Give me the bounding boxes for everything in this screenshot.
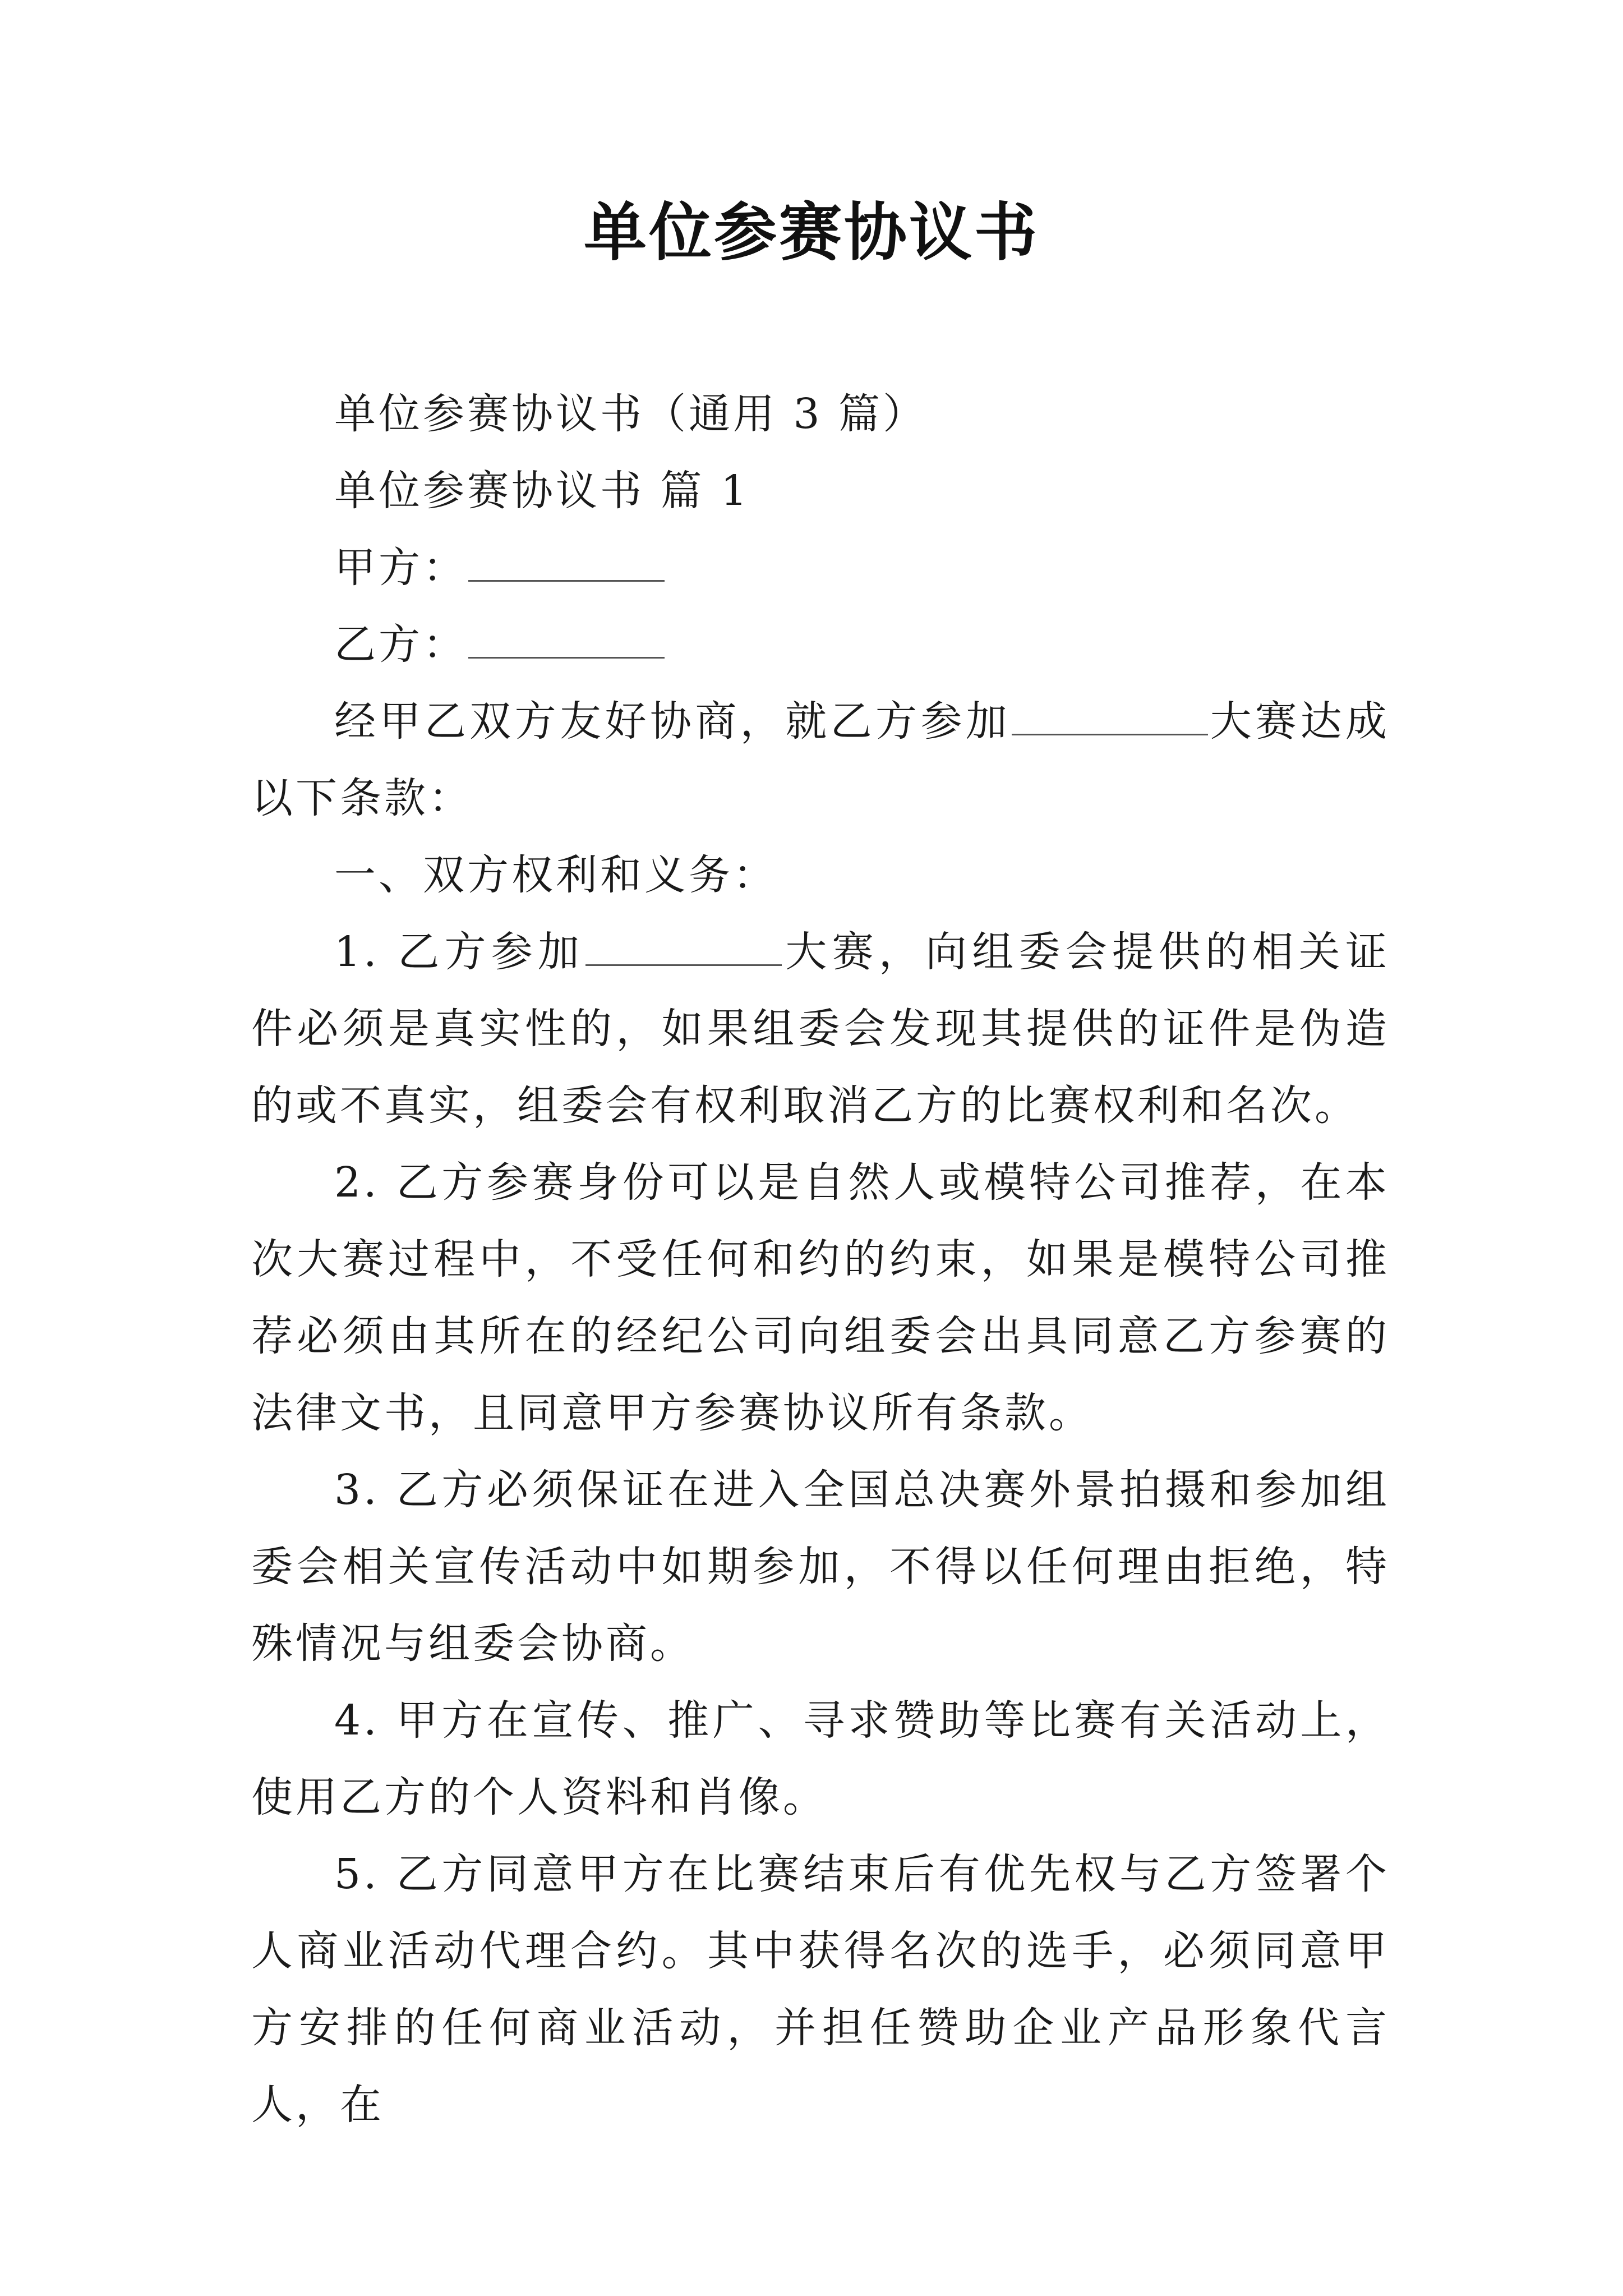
clause-item-5: 5. 乙方同意甲方在比赛结束后有优先权与乙方签署个人商业活动代理合约。其中获得名次的选手，必须同意甲方安排的任何商业活动，并担任赞助企业产品形象代言人，在 [251,1850,1390,2129]
party-a-label: 甲方： [334,544,467,592]
clause-item-3: 3. 乙方必须保证在进入全国总决赛外景拍摄和参加组委会相关宣传活动中如期参加，不得以任何理由拒绝，特殊情况与组委会协商。 [251,1466,1390,1668]
document-title: 单位参赛协议书 [584,196,1039,269]
party-b-label: 乙方： [334,620,467,669]
clause-item-2: 2. 乙方参赛身份可以是自然人或模特公司推荐，在本次大赛过程中，不受任何和约的约束，如果是模特公司推荐必须由其所在的经纪公司向组委会出具同意乙方参赛的法律文书，且同意甲方参赛协议所有条款。 [251,1158,1390,1437]
intro-after: 大赛达成以下条款： [251,697,1390,822]
clause-heading: 一、双方权利和义务： [334,851,777,899]
section-heading: 单位参赛协议书 篇 1 [334,467,750,515]
document-subtitle: 单位参赛协议书（通用 3 篇） [334,390,928,438]
party-b-line [251,606,1390,683]
clause-item-1 [251,914,1390,1144]
item1-contest-blank [585,928,782,966]
clause-item-4: 4. 甲方在宣传、推广、寻求赞助等比赛有关活动上，使用乙方的个人资料和肖像。 [251,1696,1390,1821]
intro-before: 经甲乙双方友好协商，就乙方参加 [334,697,1011,746]
item1-before: 1. 乙方参加 [334,928,585,976]
intro-paragraph [251,683,1390,837]
contest-name-blank [1012,698,1208,735]
party-b-blank [468,621,665,659]
item1-after: 大赛，向组委会提供的相关证件必须是真实性的，如果组委会发现其提供的证件是伪造的或不真实，组委会有权利取消乙方的比赛权利和名次。 [251,928,1390,1130]
party-a-line [251,530,1390,606]
party-a-blank [468,544,665,582]
document-body [251,376,1390,2143]
